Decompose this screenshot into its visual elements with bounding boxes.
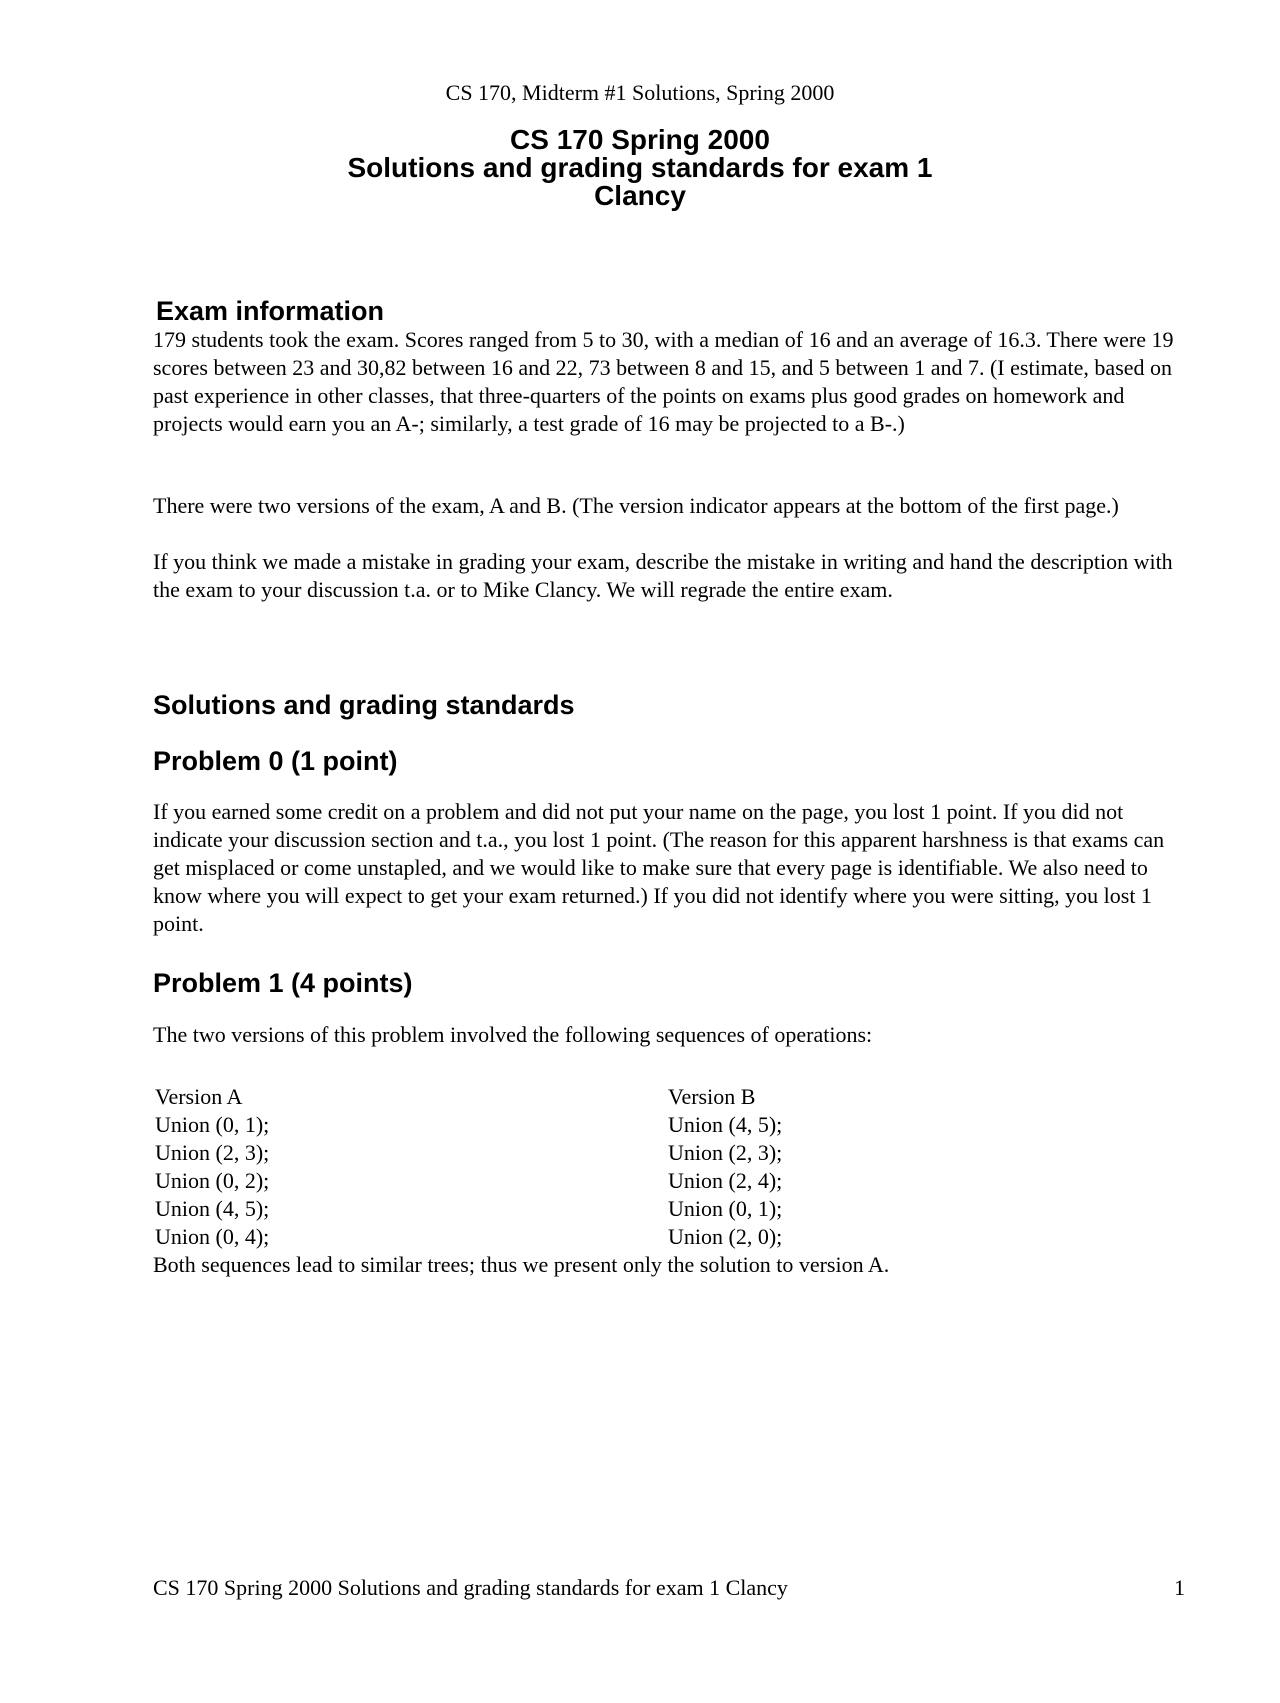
- version-b-op: Union (2, 4);: [668, 1168, 783, 1193]
- version-a-op: Union (0, 1);: [155, 1112, 270, 1137]
- problem-0-paragraph: If you earned some credit on a problem and did not put your name on the page, you lost 1 point. If you did not indicate your discussion section and t.a., you lost 1 point. (The reason for this apparent harshness is that exams can get misplaced or come unstapled, and we would like to make sure that every page is identifiable. We also need to know where you will expect to get your exam returned.) If you did not identify where you were sitting, you lost 1 point.: [153, 799, 1165, 936]
- version-a-label: Version A: [155, 1084, 243, 1109]
- page-number: 1: [1174, 1575, 1185, 1600]
- version-b-op: Union (0, 1);: [668, 1196, 783, 1221]
- exam-information-paragraph-2: There were two versions of the exam, A and B. (The version indicator appears at the bottom of the first page.): [153, 493, 1119, 518]
- title-line-2: Solutions and grading standards for exam 1: [347, 152, 933, 183]
- exam-information-heading: Exam information: [156, 296, 385, 326]
- title-line-3: Clancy: [594, 180, 686, 211]
- version-a-column: [155, 1083, 269, 1251]
- version-b-column: [668, 1083, 782, 1251]
- version-a-op: Union (0, 2);: [155, 1168, 270, 1193]
- version-b-op: Union (4, 5);: [668, 1112, 783, 1137]
- running-header: CS 170, Midterm #1 Solutions, Spring 2000: [445, 80, 835, 105]
- solutions-heading: Solutions and grading standards: [153, 690, 575, 720]
- version-b-op: Union (2, 3);: [668, 1140, 783, 1165]
- version-a-op: Union (4, 5);: [155, 1196, 270, 1221]
- problem-1-heading: Problem 1 (4 points): [153, 968, 413, 998]
- title-line-1: CS 170 Spring 2000: [510, 124, 770, 155]
- page-footer: CS 170 Spring 2000 Solutions and grading standards for exam 1 Clancy: [153, 1575, 788, 1600]
- document-title: [0, 126, 1280, 210]
- version-a-op: Union (0, 4);: [155, 1224, 270, 1249]
- exam-information-paragraph-3: If you think we made a mistake in grading your exam, describe the mistake in writing and hand the description with the exam to your discussion t.a. or to Mike Clancy. We will regrade the entire exam.: [153, 549, 1173, 602]
- problem-1-intro: The two versions of this problem involved the following sequences of operations:: [153, 1022, 873, 1047]
- version-a-op: Union (2, 3);: [155, 1140, 270, 1165]
- version-b-label: Version B: [668, 1084, 756, 1109]
- problem-1-conclusion: Both sequences lead to similar trees; thus we present only the solution to version A.: [153, 1252, 890, 1277]
- exam-information-paragraph-1: 179 students took the exam. Scores ranged from 5 to 30, with a median of 16 and an average of 16.3. There were 19 scores between 23 and 30,82 between 16 and 22, 73 between 8 and 15, and 5 between 1 and 7. (I estimate, based on past experience in other classes, that three-quarters of the points on exams plus good grades on homework and projects would earn you an A-; similarly, a test grade of 16 may be projected to a B-.): [153, 327, 1174, 436]
- version-b-op: Union (2, 0);: [668, 1224, 783, 1249]
- problem-0-heading: Problem 0 (1 point): [153, 746, 398, 776]
